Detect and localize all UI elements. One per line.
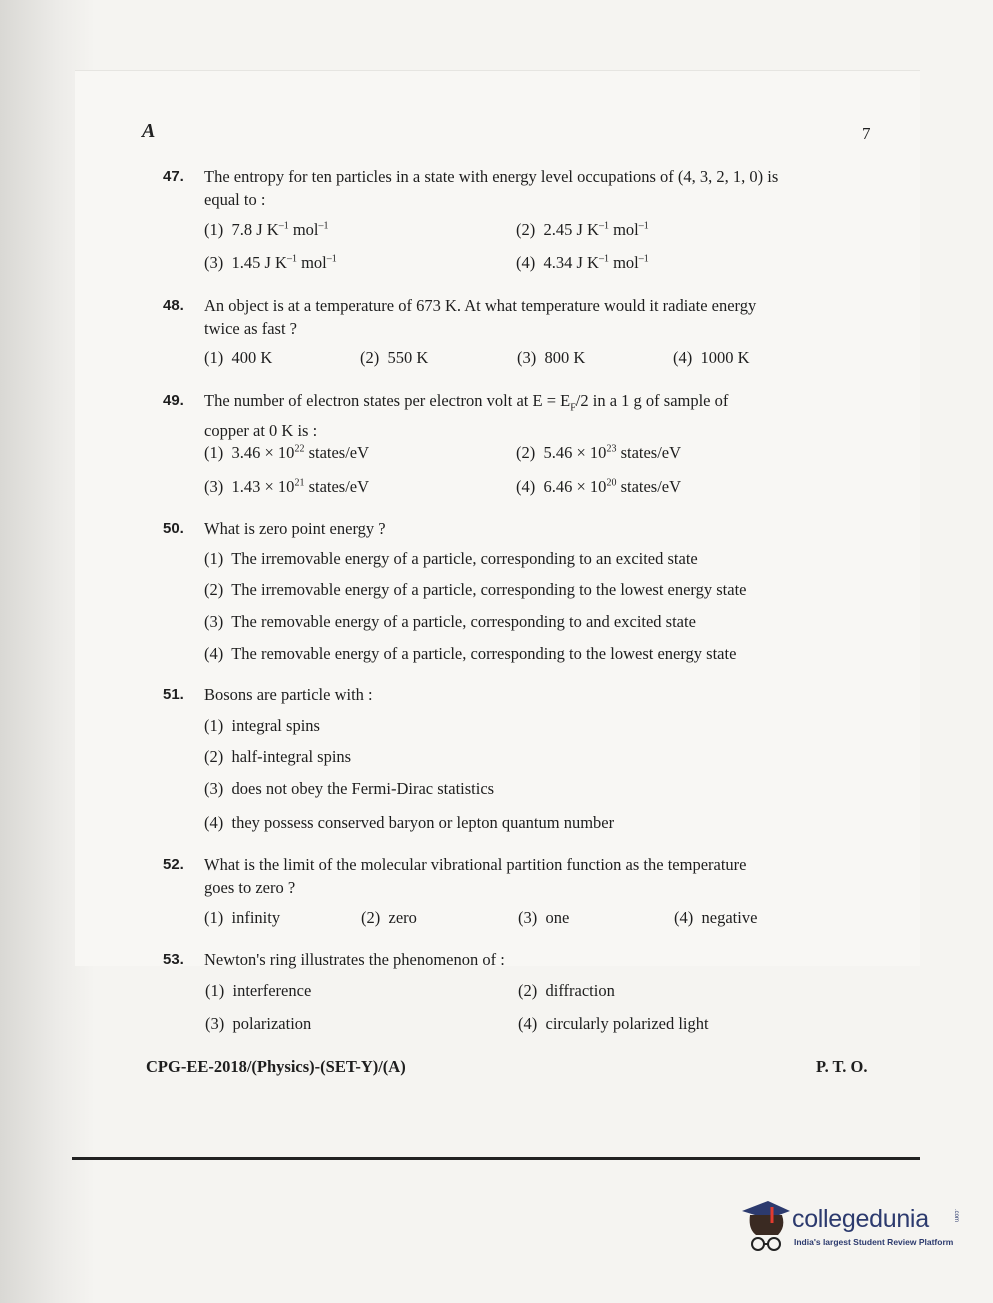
logo-tagline: India's largest Student Review Platform [794, 1237, 954, 1247]
option-48-1: (1) 400 K [204, 348, 273, 367]
question-number: 49. [163, 392, 184, 409]
collegedunia-logo [738, 1197, 968, 1257]
option-51-3: (3) does not obey the Fermi-Dirac statistics [204, 779, 495, 798]
question-number: 50. [163, 520, 184, 537]
question-49 [163, 389, 868, 442]
please-turn-over: P. T. O. [816, 1057, 868, 1076]
option-52-2: (2) zero [361, 908, 417, 927]
option-47-4: (4) 4.34 J $K^{-1}$ mol$^{-1}$ [516, 253, 649, 272]
question-number: 51. [163, 686, 184, 703]
option-49-1: (1) $3.46 \times 10^{22}$ states/eV [204, 443, 370, 462]
question-52 [163, 853, 868, 899]
option-47-3: (3) 1.45 J $K^{-1}$ mol$^{-1}$ [204, 253, 337, 272]
question-text: An object is at a temperature of 673 K. At what temperature would it radiate energy twice as fast ? [204, 296, 757, 338]
option-52-3: (3) one [518, 908, 570, 927]
set-mark-stamp [140, 118, 166, 142]
graduate-mascot-icon [738, 1197, 794, 1257]
option-49-3: (3) $1.43 \times 10^{21}$ states/eV [204, 477, 370, 496]
option-53-4: (4) circularly polarized light [518, 1014, 709, 1033]
option-50-2: (2) The irremovable energy of a particle, corresponding to the lowest energy state [204, 580, 747, 599]
option-53-2: (2) diffraction [518, 981, 615, 1000]
option-51-1: (1) integral spins [204, 716, 320, 735]
logo-domain-suffix: .com [953, 1209, 959, 1223]
question-text: What is zero point energy ? [204, 519, 386, 538]
option-49-4: (4) $6.46 \times 10^{20}$ states/eV [516, 477, 682, 496]
question-number: 52. [163, 856, 184, 873]
question-53 [163, 948, 868, 971]
option-52-1: (1) infinity [204, 908, 281, 927]
question-text: The number of electron states per electron volt at $E = E_F/2$ in a 1 g of sample of copper at 0 K is : [204, 391, 729, 441]
page-bottom-rule [72, 1157, 920, 1160]
question-text: What is the limit of the molecular vibrational partition function as the temperature goes to zero ? [204, 855, 747, 897]
option-49-2: (2) $5.46 \times 10^{23}$ states/eV [516, 443, 682, 462]
question-47 [163, 165, 868, 211]
set-mark-letter: A [142, 120, 156, 142]
option-52-4: (4) negative [674, 908, 758, 927]
question-text: Newton's ring illustrates the phenomenon of : [204, 950, 505, 969]
option-48-3: (3) 800 K [517, 348, 586, 367]
question-text: The entropy for ten particles in a state with energy level occupations of (4, 3, 2, 1, 0) is equal to : [204, 167, 779, 209]
question-number: 47. [163, 168, 184, 185]
question-number: 48. [163, 297, 184, 314]
paper-code: CPG-EE-2018/(Physics)-(SET-Y)/(A) [146, 1057, 406, 1076]
question-50 [163, 517, 868, 540]
option-48-2: (2) 550 K [360, 348, 429, 367]
logo-wordmark: collegedunia [792, 1205, 929, 1233]
option-53-1: (1) interference [205, 981, 312, 1000]
option-50-3: (3) The removable energy of a particle, corresponding to and excited state [204, 612, 696, 631]
question-text: Bosons are particle with : [204, 685, 373, 704]
page-number: 7 [862, 124, 871, 143]
question-number: 53. [163, 951, 184, 968]
option-48-4: (4) 1000 K [673, 348, 750, 367]
option-50-4: (4) The removable energy of a particle, corresponding to the lowest energy state [204, 644, 737, 663]
option-50-1: (1) The irremovable energy of a particle, corresponding to an excited state [204, 549, 698, 568]
option-51-4: (4) they possess conserved baryon or lepton quantum number [204, 813, 615, 832]
question-48 [163, 294, 868, 340]
option-47-2: (2) 2.45 J $K^{-1}$ mol$^{-1}$ [516, 220, 649, 239]
option-47-1: (1) 7.8 J $K^{-1}$ mol$^{-1}$ [204, 220, 329, 239]
option-53-3: (3) polarization [205, 1014, 312, 1033]
option-51-2: (2) half-integral spins [204, 747, 352, 766]
question-51 [163, 683, 868, 706]
